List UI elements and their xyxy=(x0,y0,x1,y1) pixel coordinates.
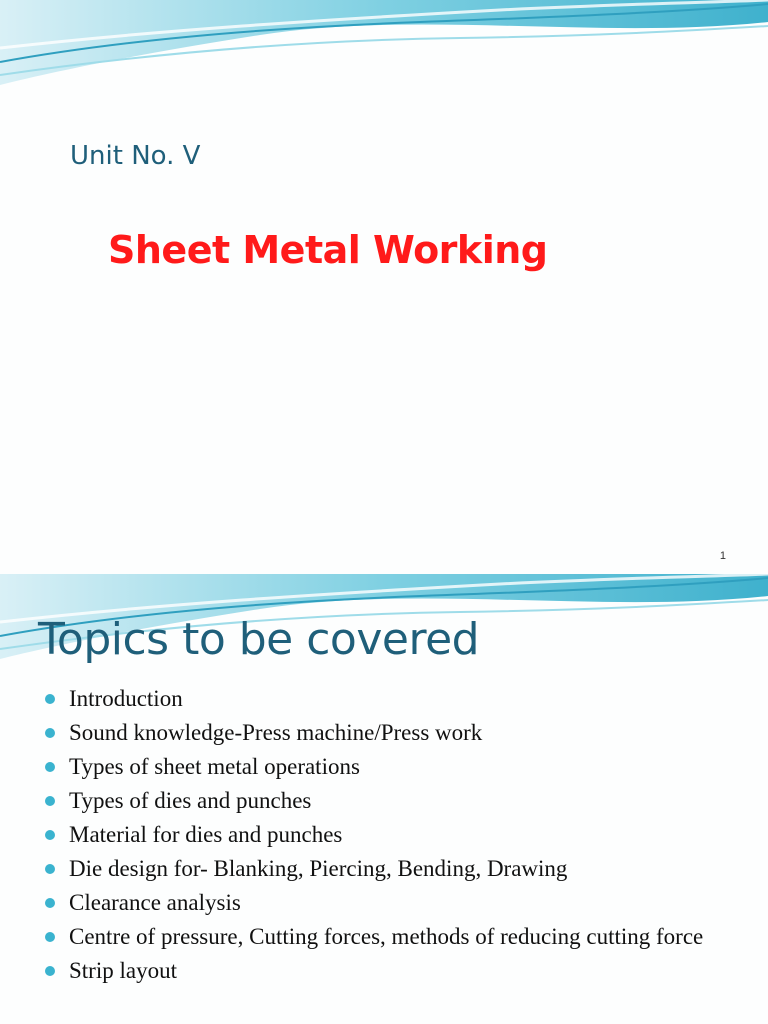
list-item xyxy=(0,890,768,916)
bullet-dot-icon xyxy=(45,966,55,976)
list-item xyxy=(0,958,768,984)
topic-text: Material for dies and punches xyxy=(69,822,343,847)
page-number: 1 xyxy=(719,550,726,562)
slide-2 xyxy=(0,574,768,1024)
slide-title: Topics to be covered xyxy=(38,614,480,665)
bullet-dot-icon xyxy=(45,864,55,874)
unit-title: Unit No. V xyxy=(70,141,201,171)
bullet-dot-icon xyxy=(45,830,55,840)
topic-text: Strip layout xyxy=(69,958,177,983)
topic-list xyxy=(0,686,768,992)
topic-text: Sound knowledge-Press machine/Press work xyxy=(69,720,483,745)
wave-header-graphic xyxy=(0,0,768,90)
list-item xyxy=(0,924,768,950)
list-item xyxy=(0,720,768,746)
bullet-dot-icon xyxy=(45,762,55,772)
bullet-dot-icon xyxy=(45,796,55,806)
topic-text: Types of sheet metal operations xyxy=(69,754,360,779)
list-item xyxy=(0,686,768,712)
topic-text: Die design for- Blanking, Piercing, Bending, Drawing xyxy=(69,856,568,881)
topic-text: Types of dies and punches xyxy=(69,788,312,813)
slide-title: Sheet Metal Working xyxy=(108,228,548,272)
bullet-dot-icon xyxy=(45,694,55,704)
topic-text: Clearance analysis xyxy=(69,890,241,915)
topic-text: Centre of pressure, Cutting forces, methods of reducing cutting force xyxy=(69,924,704,949)
bullet-dot-icon xyxy=(45,932,55,942)
list-item xyxy=(0,788,768,814)
list-item xyxy=(0,822,768,848)
bullet-dot-icon xyxy=(45,898,55,908)
bullet-dot-icon xyxy=(45,728,55,738)
list-item xyxy=(0,856,768,882)
topic-text: Introduction xyxy=(69,686,183,711)
list-item xyxy=(0,754,768,780)
